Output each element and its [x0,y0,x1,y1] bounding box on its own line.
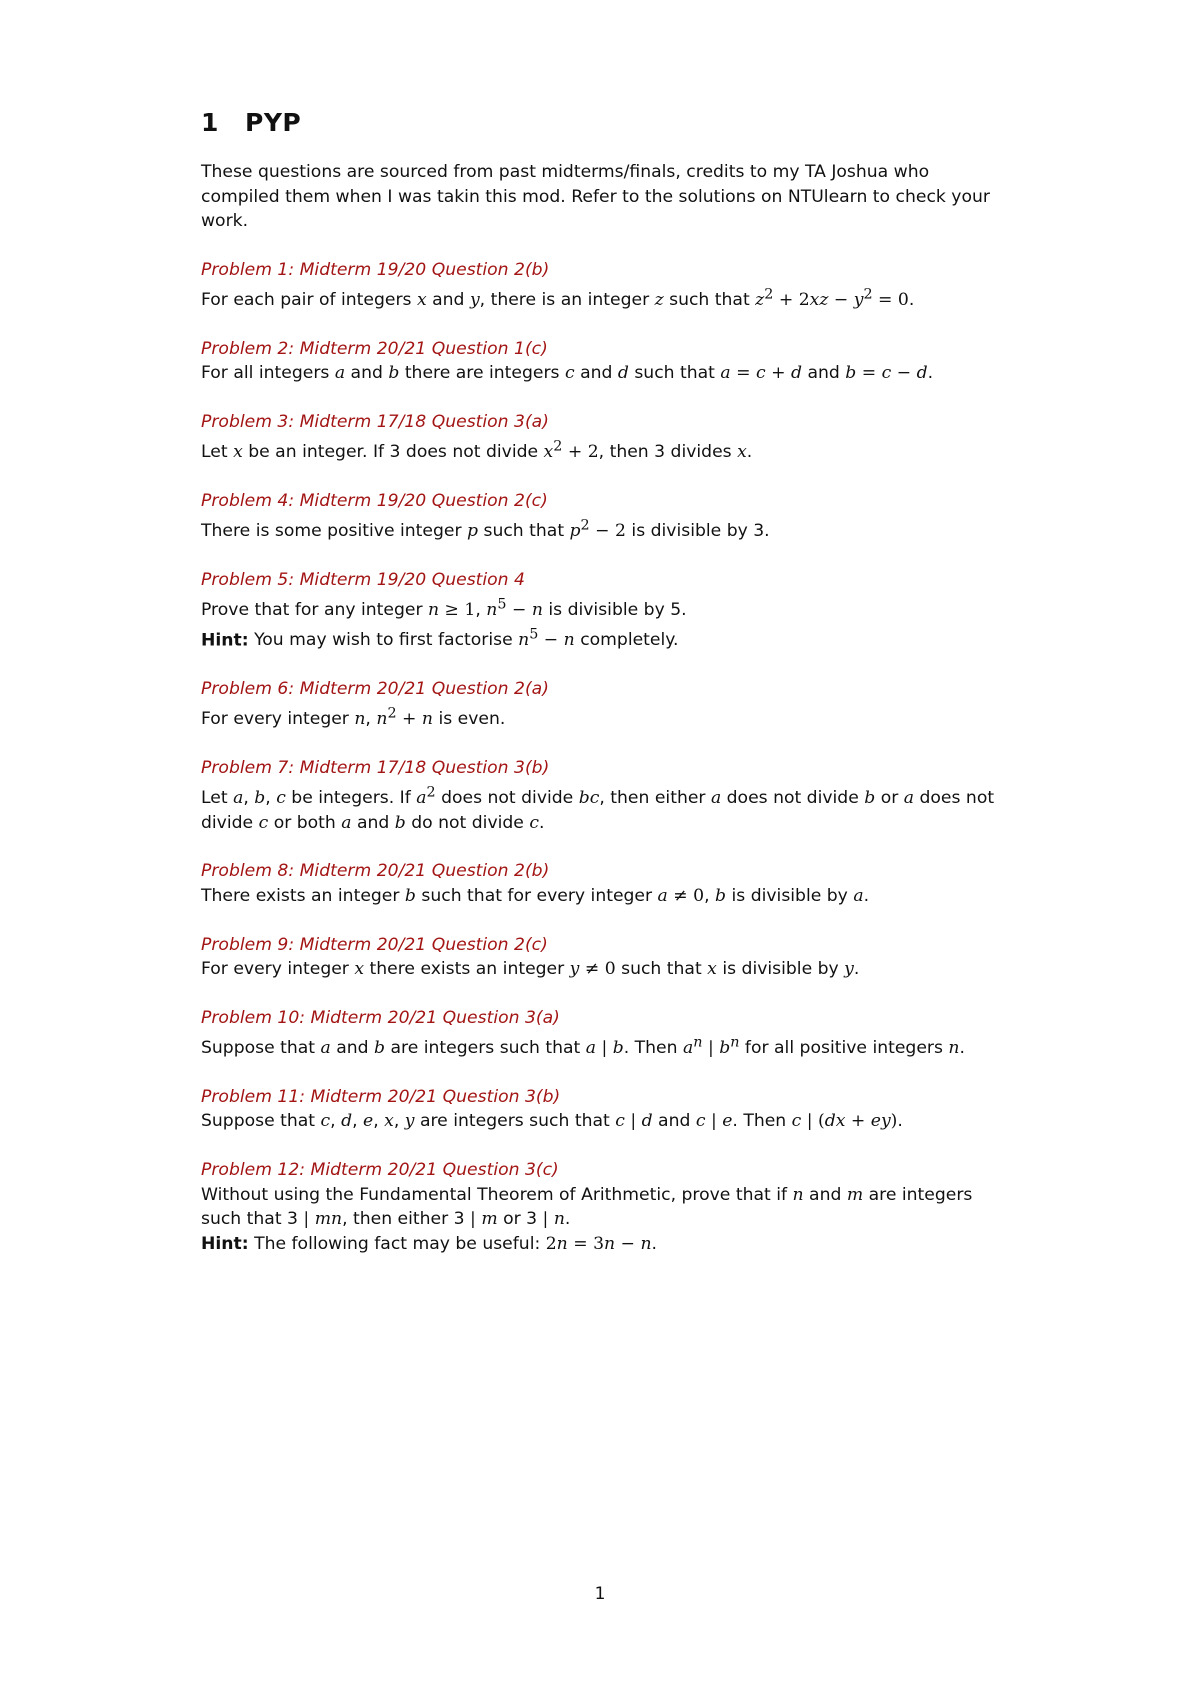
problem-5-statement: Prove that for any integer n ≥ 1, $n^5 - n$ is divisible by 5. [201,596,687,621]
section-title-text: PYP [245,108,302,137]
problem-10 [201,1006,1011,1061]
problem-3-title: Problem 3: Midterm 17/18 Question 3(a) [201,411,549,432]
problem-12-title: Problem 12: Midterm 20/21 Question 3(c) [201,1159,559,1180]
problem-8-statement: There exists an integer b such that for every integer a ≠ 0, b is divisible by a. [201,886,870,907]
problem-4-title: Problem 4: Midterm 19/20 Question 2(c) [201,490,548,511]
problem-10-title: Problem 10: Midterm 20/21 Question 3(a) [201,1007,560,1028]
problem-9-title: Problem 9: Midterm 20/21 Question 2(c) [201,934,548,955]
problem-11-statement: Suppose that c, d, e, x, y are integers such that c | d and c | e. Then c | (dx + ey). [201,1111,903,1132]
problem-12-hint: The following fact may be useful: 2n = 3n − n. [254,1233,657,1254]
problem-5 [201,568,1011,653]
problem-2-statement: For all integers a and b there are integers c and d such that a = c + d and b = c − d. [201,363,934,384]
problem-10-statement: Suppose that a and b are integers such that a | b. Then $a^n$ | $b^n$ for all positive integers n. [201,1034,965,1059]
problem-8 [201,859,1011,908]
problem-4-statement: There is some positive integer p such that $p^2 - 2$ is divisible by 3. [201,517,770,542]
problem-1-title: Problem 1: Midterm 19/20 Question 2(b) [201,259,550,280]
problem-12-hint-label: Hint: [201,1233,249,1254]
problem-7 [201,756,1011,836]
problem-5-hint: You may wish to first factorise $n^5 - n$ completely. [254,626,679,651]
problem-5-title: Problem 5: Midterm 19/20 Question 4 [201,569,525,590]
problem-9 [201,933,1011,982]
problem-4 [201,489,1011,544]
problem-8-title: Problem 8: Midterm 20/21 Question 2(b) [201,861,550,882]
page-number: 1 [594,1584,606,1604]
problem-7-title: Problem 7: Midterm 17/18 Question 3(b) [201,757,550,778]
problem-1-statement: For each pair of integers x and y, there is an integer z such that $z^2 + 2xz - y^2 = 0$. [201,286,915,311]
problem-2-title: Problem 2: Midterm 20/21 Question 1(c) [201,338,548,359]
problem-5-hint-label: Hint: [201,630,249,651]
section-number: 1 [201,108,219,137]
problem-7-statement: Let a, b, c be integers. If $a^2$ does not divide bc, then either a does not divide b or a does not divide c or both a and b do not divide c. [201,784,995,833]
intro-paragraph: These questions are sourced from past midterms/finals, credits to my TA Joshua who compiled them when I was takin this mod. Refer to the solutions on NTUlearn to check your work. [201,162,990,232]
problem-3-statement: Let x be an integer. If 3 does not divide $x^2 + 2$, then 3 divides x. [201,438,753,463]
problem-11-title: Problem 11: Midterm 20/21 Question 3(b) [201,1086,561,1107]
problem-6 [201,677,1011,732]
problem-2 [201,337,1011,386]
problem-6-statement: For every integer n, $n^2 + n$ is even. [201,705,506,730]
problem-1 [201,258,1011,313]
problem-12 [201,1158,1011,1256]
document-body [201,160,1011,1280]
problem-12-statement: Without using the Fundamental Theorem of Arithmetic, prove that if n and m are integers such that 3 | mn, then either 3 | m or 3 | n. [201,1184,973,1230]
problem-11 [201,1085,1011,1134]
problem-3 [201,410,1011,465]
problem-6-title: Problem 6: Midterm 20/21 Question 2(a) [201,678,549,699]
section-heading [201,108,301,137]
problem-9-statement: For every integer x there exists an integer y ≠ 0 such that x is divisible by y. [201,959,860,980]
